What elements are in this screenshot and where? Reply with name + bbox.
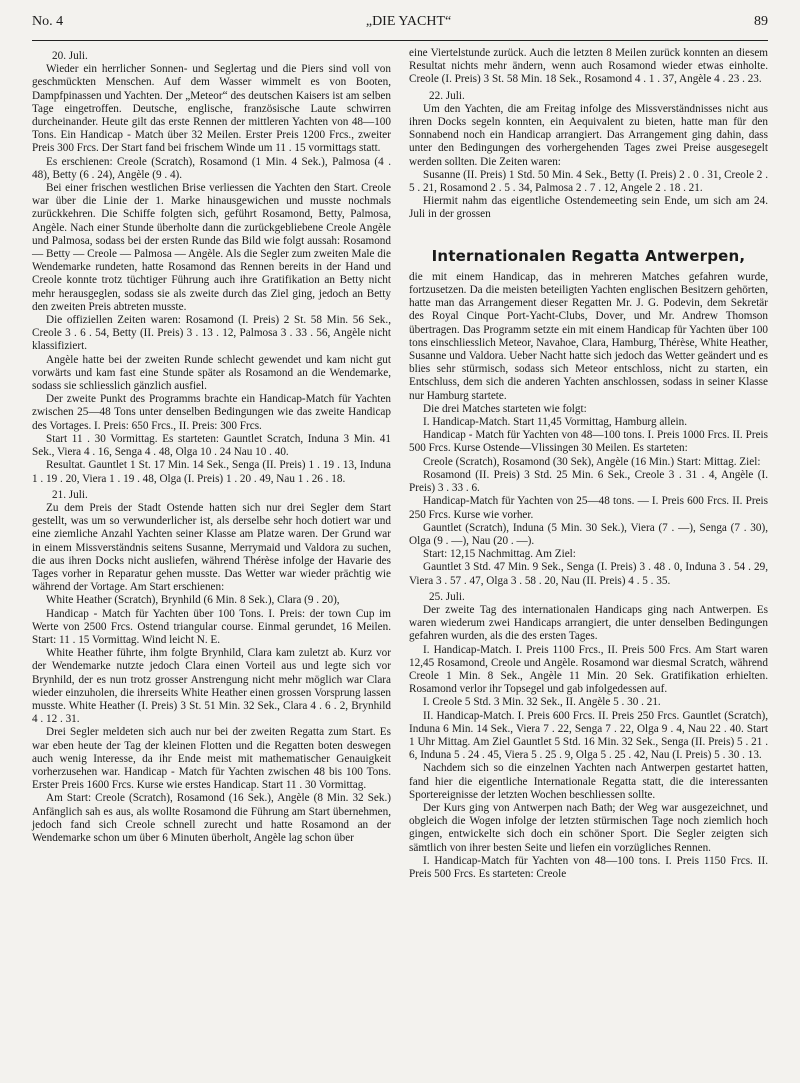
- paragraph: Wieder ein herrlicher Sonnen- und Seglertag und die Piers sind voll von geschmückten Menschen. Auf dem Wasser wimmelt es von Booten, Dampfpinassen und Yachten. Der „Meteor“ des deutschen Kaisers ist am selben Tage eingetroffen. Deutsche, englische, französische Laute schwirren durcheinander. Heute gilt das erste Rennen der mittleren Yachten von 48—100 Tons. Ein Handicap - Match über 32 Meilen. Erster Preis 1200 Frcs., zweiter Preis 300 Frcs. Der Start fand bei frischem Winde um 11 . 15 vormittags statt.: [32, 63, 391, 155]
- paragraph: Handicap-Match für Yachten von 25—48 tons. — I. Preis 600 Frcs. II. Preis 250 Frcs. Kurse wie vorher.: [409, 495, 768, 521]
- paragraph: Nachdem sich so die einzelnen Yachten nach Antwerpen gestartet hatten, fand hier die eigentliche Internationale Regatta statt, die die interessanten Sportereignisse der letzten Wochen beschliessen sollte.: [409, 762, 768, 801]
- paragraph: Resultat. Gauntlet 1 St. 17 Min. 14 Sek., Senga (II. Preis) 1 . 19 . 13, Induna 1 . 19 . 20, Viera 1 . 19 . 48, Olga (I. Preis) 1 . 20 . 49, Nau 1 . 26 . 18.: [32, 459, 391, 485]
- paragraph: Um den Yachten, die am Freitag infolge des Missverständnisses nicht aus ihren Docks segeln konnten, ein Aequivalent zu bieten, hatte man für den Sonnabend noch ein Handicap arrangiert. Das Arrangement ging dahin, dass unter den Bedingungen des vorhergehenden Tages zwei Preise ausgesegelt werden sollten. Die Zeiten waren:: [409, 102, 768, 168]
- paragraph: Start 11 . 30 Vormittag. Es starteten: Gauntlet Scratch, Induna 3 Min. 41 Sek., Viera 4 . 16, Senga 4 . 48, Olga 10 . 24 Nau 10 . 40.: [32, 432, 391, 459]
- paragraph: Angèle hatte bei der zweiten Runde schlecht gewendet und kam nicht gut vorwärts und kam fast eine Stunde später als Rosamond an die Wendemarke, sodass sie schliesslich gänzlich ausfiel.: [32, 353, 391, 393]
- paragraph: Die offiziellen Zeiten waren: Rosamond (I. Preis) 2 St. 58 Min. 56 Sek., Creole 3 . 6 . 54, Betty (II. Preis) 3 . 13 . 12, Palmosa 3 . 33 . 56, Angèle nicht klassifiziert.: [32, 314, 391, 353]
- issue-number: No. 4: [32, 14, 64, 29]
- paragraph: Handicap - Match für Yachten von 48—100 tons. I. Preis 1000 Frcs. II. Preis 500 Frcs. Kurse Ostende—Vlissingen 30 Meilen. Es starteten:: [409, 429, 768, 455]
- left-column: [32, 47, 391, 881]
- paragraph: Gauntlet 3 Std. 47 Min. 9 Sek., Senga (I. Preis) 3 . 48 . 0, Induna 3 . 54 . 29, Viera 3 . 57 . 47, Olga 3 . 58 . 20, Nau (II. Preis) 4 . 5 . 35.: [409, 561, 768, 587]
- paragraph: I. Handicap-Match für Yachten von 48—100 tons. I. Preis 1150 Frcs. II. Preis 500 Frcs. Es starteten: Creole: [409, 854, 768, 880]
- paragraph: I. Handicap-Match. I. Preis 1100 Frcs., II. Preis 500 Frcs. Am Start waren 12,45 Rosamond, Creole und Angèle. Rosamond war diesmal Scratch, während Creole 1 Min. 8 Sek., Angèle 11 Min. 20 Sek. Gratifikation erhielten. Rosamond verlor ihr Topsegel und gab infolgedessen auf.: [409, 643, 768, 696]
- paragraph: White Heather (Scratch), Brynhild (6 Min. 8 Sek.), Clara (9 . 20),: [46, 594, 340, 607]
- paragraph: Drei Segler meldeten sich auch nur bei der zweiten Regatta zum Start. Es war eben heute der Tag der kleinen Flotten und die Regatten boten deswegen auch wenig Interesse, da ihr Ende meist mit mathematischer Genauigkeit vorherzusehen war. Handicap - Match für Yachten zwischen 48 bis 100 Tons. Erster Preis 1600 Frcs. Kurse wie erstes Handicap. Start 11 . 30 Vormittag.: [32, 726, 391, 792]
- page-header: [32, 14, 768, 38]
- paragraph: Die drei Matches starteten wie folgt:: [423, 402, 587, 415]
- paragraph: I. Creole 5 Std. 3 Min. 32 Sek., II. Angèle 5 . 30 . 21.: [423, 696, 661, 709]
- paragraph: Hiermit nahm das eigentliche Ostendemeeting sein Ende, um sich am 24. Juli in der grossen: [409, 195, 768, 221]
- paragraph: Der zweite Punkt des Programms brachte ein Handicap-Match für Yachten zwischen 25—48 Tons unter denselben Bedingungen wie das zweite Handicap des Vortages. I. Preis: 650 Frcs., II. Preis: 300 Frcs.: [32, 393, 391, 432]
- paragraph: Creole (Scratch), Rosamond (30 Sek), Angèle (16 Min.) Start: Mittag. Ziel:: [423, 455, 761, 468]
- date-heading: 22. Juli.: [429, 89, 465, 102]
- paragraph: Gauntlet (Scratch), Induna (5 Min. 30 Sek.), Viera (7 . —), Senga (7 . 30), Olga (9 . —), Nau (20 . —).: [409, 521, 768, 547]
- paragraph: Handicap - Match für Yachten über 100 Tons. I. Preis: der town Cup im Werte von 2500 Frcs. Ostend triangular course. Einmal gerundet, 16 Meilen. Start: 11 . 15 Vormittag. Wind leicht N. E.: [32, 607, 391, 646]
- paragraph: Start: 12,15 Nachmittag. Am Ziel:: [423, 548, 576, 561]
- paragraph: Der Kurs ging von Antwerpen nach Bath; der Weg war ausgezeichnet, und obgleich die Wogen infolge der letzten stürmischen Tage noch ziemlich hoch gingen, entwickelte sich doch ein schöner Sport. Die Segler zeigten sich sämtlich von ihrer besten Seite und liefen ein vorzügliches Rennen.: [409, 801, 768, 854]
- paragraph: White Heather führte, ihm folgte Brynhild, Clara kam zuletzt ab. Kurz vor der Wendemarke nutzte jedoch Clara einen Vorteil aus und legte sich vor Brynhild, der es nun trotz grosser Anstrengung nicht mehr möglich war Clara wieder einzuholen, die ihrerseits White Heather einen grossen Vorsprung lassen musste. White Heather (I. Preis) 3 St. 51 Min. 32 Sek., Clara 4 . 6 . 2, Brynhild 4 . 12 . 31.: [32, 647, 391, 726]
- section-heading: Internationalen Regatta Antwerpen,: [431, 246, 746, 265]
- page-number: 89: [754, 14, 768, 29]
- paragraph: Der zweite Tag des internationalen Handicaps ging nach Antwerpen. Es waren wiederum zwei Handicaps arrangiert, die unter denselben Bedingungen gefahren wurden, als die des ersten Tages.: [409, 603, 768, 643]
- right-column: [409, 47, 768, 881]
- paragraph: Susanne (II. Preis) 1 Std. 50 Min. 4 Sek., Betty (I. Preis) 2 . 0 . 31, Creole 2 . 5 . 21, Rosamond 2 . 5 . 34, Palmosa 2 . 7 . 12, Angele 2 . 18 . 21.: [409, 168, 768, 195]
- paragraph: die mit einem Handicap, das in mehreren Matches gefahren wurde, fortzusetzen. Da die meisten beteiligten Yachten englischen Besitzern gehörten, hatte man das Arrangement dieser Regatten Mr. J. G. Podevin, dem Sekretär des Royal Cinque Port-Yacht-Clubs, Dover, und Mr. Andrew Thomson übertragen. Das Programm setzte ein mit einem Handicap für Yachten über 100 tons einschliesslich Meteor, Navahoe, Clara, Hamburg, Thérèse, White Heather, Susanne und Valdora. Ueber Nacht hatte sich jedoch das Wetter geändert und es blies sehr stürmisch, sodass sich Meteor entschloss, nicht zu starten, ein Entschluss, dem sich die anderen Yachten anschlossen, sodass in seiner Klasse nur Hamburg startete.: [409, 270, 768, 402]
- date-heading: 21. Juli.: [52, 488, 88, 501]
- paragraph: eine Viertelstunde zurück. Auch die letzten 8 Meilen zurück konnten an diesem Resultat nichts mehr ändern, wenn auch Rosamond wieder etwas einholte. Creole (I. Preis) 3 St. 58 Min. 18 Sek., Rosamond 4 . 1 . 37, Angèle 4 . 23 . 23.: [409, 47, 768, 86]
- paragraph: I. Handicap-Match. Start 11,45 Vormittag, Hamburg allein.: [423, 416, 687, 429]
- paragraph: Bei einer frischen westlichen Brise verliessen die Yachten den Start. Creole war über die Linie der 1. Marke hinausgewichen und musste nochmals zurückkehren. Die Schiffe folgten sich, geführt Rosamond, Betty, Palmosa, Angèle. Nach einer Stunde überholte dann die zurückgebliebene Creole Angèle und Palmosa, sodass bei der ersten Runde das Bild wie folgt aussah: Rosamond — Betty — Creole — Palmosa — Angèle. Als die Segler zum zweiten Male die Wendemarke rundeten, hatte Rosamond das Rennen bereits in der Hand und Creole konnte trotz tüchtiger Führung auch ihre Gratifikation an Betty nicht mehr herausgeglen, sodass sie als zweite durch das Ziel ging, jedoch an Betty den zweiten Preis abtreten musste.: [32, 182, 391, 313]
- paragraph: Rosamond (II. Preis) 3 Std. 25 Min. 6 Sek., Creole 3 . 31 . 4, Angèle (I. Preis) 3 . 33 . 6.: [409, 468, 768, 495]
- date-heading: 20. Juli.: [52, 50, 88, 62]
- date-heading: 25. Juli.: [429, 590, 465, 603]
- magazine-title: „DIE YACHT“: [365, 14, 452, 29]
- header-rule: [32, 40, 768, 41]
- paragraph: II. Handicap-Match. I. Preis 600 Frcs. II. Preis 250 Frcs. Gauntlet (Scratch), Induna 6 Min. 14 Sek., Viera 7 . 22, Senga 7 . 22, Olga 9 . 4, Nau 22 . 40. Start 1 Uhr Mittag. Am Ziel Gauntlet 5 Std. 16 Min. 32 Sek., Senga (II. Preis) 5 . 21 . 6, Induna 5 . 24 . 45, Viera 5 . 25 . 9, Olga 5 . 25 . 42, Nau (I. Preis) 5 . 30 . 13.: [409, 709, 768, 762]
- paragraph: Am Start: Creole (Scratch), Rosamond (16 Sek.), Angèle (8 Min. 32 Sek.) Anfänglich sah es aus, als wollte Rosamond die Führung am Start übernehmen, jedoch fand sich Creole schnell zurecht und hatte Rosamond an der Wendemarke schon um über 6 Minuten überholt, Angèle lag schon über: [32, 792, 391, 844]
- paragraph: Es erschienen: Creole (Scratch), Rosamond (1 Min. 4 Sek.), Palmosa (4 . 48), Betty (6 . 24), Angèle (9 . 4).: [32, 155, 391, 181]
- paragraph: Zu dem Preis der Stadt Ostende hatten sich nur drei Segler dem Start gestellt, was um so verwunderlicher ist, als derselbe sehr hoch dotiert war und eine ziemliche Anzahl Yachten seiner Klasse am Platze waren. Der Grund war in einem Missverständnis seitens Susanne, Merrymaid und Valdora zu suchen, die aus ihren Docks nicht ausliefen, während Thérèse infolge der Havarie des Tages vorher in Reparatur gehen musste. Das Wetter war wieder prächtig wie während der Vortage. Am Start erschienen:: [32, 501, 391, 594]
